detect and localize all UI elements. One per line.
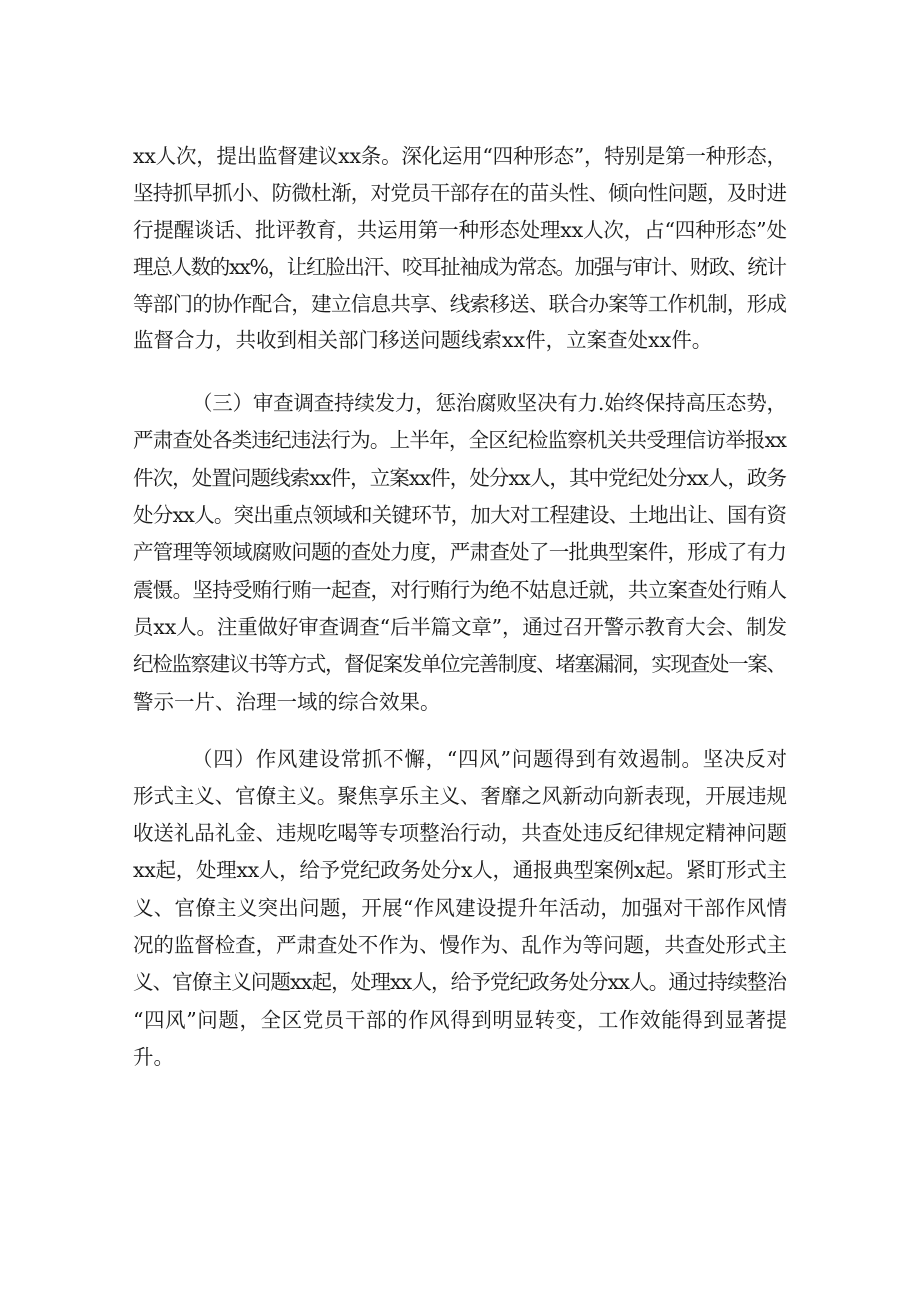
paragraph-line (0, 890, 920, 926)
line-text: 理总人数的xx%，让红脸出汗、咬耳扯袖成为常态。加强与审计、财政、统计 (133, 255, 786, 279)
paragraph-line (0, 534, 920, 570)
paragraph-line (0, 815, 920, 851)
line-text: xx起，处理xx人，给予党纪政务处分x人，通报典型案例x起。紧盯形式主 (133, 858, 787, 882)
line-text: 形式主义、官僚主义。聚焦享乐主义、奢靡之风新动向新表现，开展违规 (133, 784, 787, 808)
line-text: 义、官僚主义突出问题，开展“作风建设提升年活动，加强对干部作风情 (133, 896, 788, 920)
paragraph-line (0, 741, 920, 777)
paragraph-line (0, 322, 920, 358)
line-text: 震慑。坚持受贿行贿一起查，对行贿行为绝不姑息迁就，共立案查处行贿人 (133, 578, 787, 602)
paragraph-line (0, 460, 920, 496)
line-text: 况的监督检查，严肃查处不作为、慢作为、乱作为等问题，共查处形式主 (133, 933, 787, 957)
line-text: 产管理等领域腐败问题的查处力度，严肃查处了一批典型案件，形成了有力 (133, 540, 787, 564)
line-text: “四风”问题，全区党员干部的作风得到明显转变，工作效能得到显著提 (133, 1008, 788, 1032)
line-text: 等部门的协作配合，建立信息共享、线索移送、联合办案等工作机制，形成 (133, 292, 787, 316)
paragraph-line (0, 1039, 920, 1075)
line-text: 警示一片、治理一域的综合效果。 (133, 690, 441, 714)
paragraph-line (0, 778, 920, 814)
line-text: 升。 (133, 1045, 174, 1069)
line-text: 坚持抓早抓小、防微杜渐，对党员干部存在的苗头性、倾向性问题，及时进 (133, 181, 787, 205)
paragraph-line (0, 964, 920, 1000)
paragraph-line (0, 684, 920, 720)
line-text: 监督合力，共收到相关部门移送问题线索xx件，立案查处xx件。 (133, 328, 713, 352)
paragraph-line (0, 385, 920, 421)
paragraph-line (0, 422, 920, 458)
paragraph-line (0, 1002, 920, 1038)
paragraph-line (0, 286, 920, 322)
paragraph-line (0, 927, 920, 963)
paragraph-line (0, 572, 920, 608)
line-text: 员xx人。注重做好审查调查“后半篇文章”，通过召开警示教育大会、制发 (133, 615, 787, 639)
paragraph-line (0, 609, 920, 645)
paragraph-line (0, 175, 920, 211)
paragraph-line (0, 497, 920, 533)
line-text: 处分xx人。突出重点领域和关键环节，加大对工程建设、土地出让、国有资 (133, 503, 787, 527)
paragraph-line (0, 852, 920, 888)
line-text: xx人次，提出监督建议xx条。深化运用“四种形态”，特别是第一种形态， (133, 144, 787, 168)
line-text: 收送礼品礼金、违规吃喝等专项整治行动，共查处违反纪律规定精神问题 (133, 821, 787, 845)
paragraph-line (0, 646, 920, 682)
line-text: 严肃查处各类违纪违法行为。上半年，全区纪检监察机关共受理信访举报xx (133, 428, 787, 452)
paragraph-line (0, 212, 920, 248)
line-text: （四）作风建设常抓不懈，“四风”问题得到有效遏制。坚决反对 (192, 747, 788, 771)
line-text: 件次，处置问题线索xx件，立案xx件，处分xx人，其中党纪处分xx人，政务 (133, 466, 787, 490)
line-text: （三）审查调查持续发力，惩治腐败坚决有力.始终保持高压态势， (192, 391, 787, 415)
line-text: 行提醒谈话、批评教育，共运用第一种形态处理xx人次，占“四种形态”处 (133, 218, 787, 242)
paragraph-line (0, 138, 920, 174)
line-text: 义、官僚主义问题xx起，处理xx人，给予党纪政务处分xx人。通过持续整治 (133, 970, 787, 994)
paragraph-line (0, 249, 920, 285)
line-text: 纪检监察建议书等方式，督促案发单位完善制度、堵塞漏洞，实现查处一案、 (133, 652, 786, 676)
